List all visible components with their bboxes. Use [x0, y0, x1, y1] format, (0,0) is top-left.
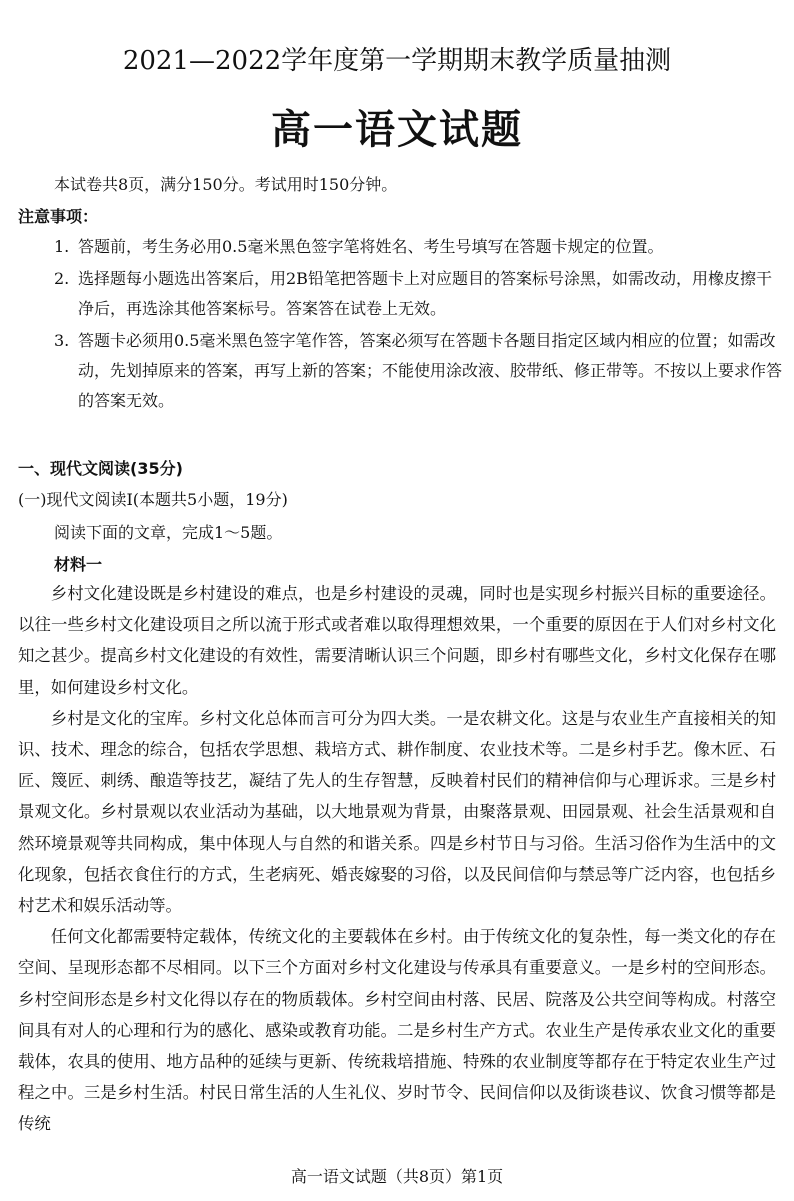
- article-body: [18, 578, 776, 1140]
- notice-list: [54, 232, 784, 418]
- notice-item-number: 3.: [54, 331, 70, 350]
- notice-item-text: 答题前，考生务必用0.5毫米黑色签字笔将姓名、考生号填写在答题卡规定的位置。: [78, 237, 664, 256]
- article-paragraph: 乡村是文化的宝库。乡村文化总体而言可分为四大类。一是农耕文化。这是与农业生产直接相关的知识、技术、理念的综合，包括农学思想、栽培方式、耕作制度、农业技术等。二是乡村手艺。像木匠、石匠、篾匠、刺绣、酿造等技艺，凝结了先人的生存智慧，反映着村民们的精神信仰与心理诉求。三是乡村景观文化。乡村景观以农业活动为基础，以大地景观为背景，由聚落景观、田园景观、社会生活景观和自然环境景观等共同构成，集中体现人与自然的和谐关系。四是乡村节日与习俗。生活习俗作为生活中的文化现象，包括衣食住行的方式，生老病死、婚丧嫁娶的习俗，以及民间信仰与禁忌等广泛内容，也包括乡村艺术和娱乐活动等。: [18, 708, 776, 916]
- section-subheading: (一)现代文阅读Ⅰ(本题共5小题，19分): [18, 490, 288, 509]
- reading-instruction: 阅读下面的文章，完成1～5题。: [54, 523, 283, 542]
- section-heading: 一、现代文阅读(35分): [18, 459, 183, 478]
- notice-item-text: 选择题每小题选出答案后，用2B铅笔把答题卡上对应题目的答案标号涂黑，如需改动，用橡皮擦干净后，再选涂其他答案标号。答案答在试卷上无效。: [78, 269, 772, 318]
- notice-item: [54, 232, 784, 262]
- notice-item: [54, 326, 784, 416]
- material-label: 材料一: [54, 555, 103, 574]
- article-paragraph: 任何文化都需要特定载体，传统文化的主要载体在乡村。由于传统文化的复杂性，每一类文化的存在空间、呈现形态都不尽相同。以下三个方面对乡村文化建设与传承具有重要意义。一是乡村的空间形态。乡村空间形态是乡村文化得以存在的物质载体。乡村空间由村落、民居、院落及公共空间等构成。村落空间具有对人的心理和行为的感化、感染或教育功能。二是乡村生产方式。农业生产是传承农业文化的重要载体，农具的使用、地方品种的延续与更新、传统栽培措施、特殊的农业制度等都存在于特定农业生产过程之中。三是乡村生活。村民日常生活的人生礼仪、岁时节令、民间信仰以及街谈巷议、饮食习惯等都是传统: [18, 927, 776, 1134]
- notice-item-number: 1.: [54, 237, 70, 256]
- exam-name: 2021—2022学年度第一学期期末教学质量抽测: [122, 46, 672, 76]
- exam-intro: 本试卷共8页，满分150分。考试用时150分钟。: [54, 175, 398, 194]
- notice-item-number: 2.: [54, 269, 70, 288]
- page-title: 高一语文试题: [271, 107, 523, 153]
- page-footer: 高一语文试题（共8页）第1页: [290, 1167, 504, 1186]
- notice-item-text: 答题卡必须用0.5毫米黑色签字笔作答，答案必须写在答题卡各题目指定区域内相应的位置；如需改动，先划掉原来的答案，再写上新的答案；不能使用涂改液、胶带纸、修正带等。不按以上要求作答的答案无效。: [78, 331, 783, 410]
- notice-item: [54, 264, 784, 324]
- article-paragraph: 乡村文化建设既是乡村建设的难点，也是乡村建设的灵魂，同时也是实现乡村振兴目标的重要途径。以往一些乡村文化建设项目之所以流于形式或者难以取得理想效果，一个重要的原因在于人们对乡村文化知之甚少。提高乡村文化建设的有效性，需要清晰认识三个问题，即乡村有哪些文化，乡村文化保存在哪里，如何建设乡村文化。: [18, 584, 776, 697]
- notice-heading: 注意事项：: [18, 207, 99, 226]
